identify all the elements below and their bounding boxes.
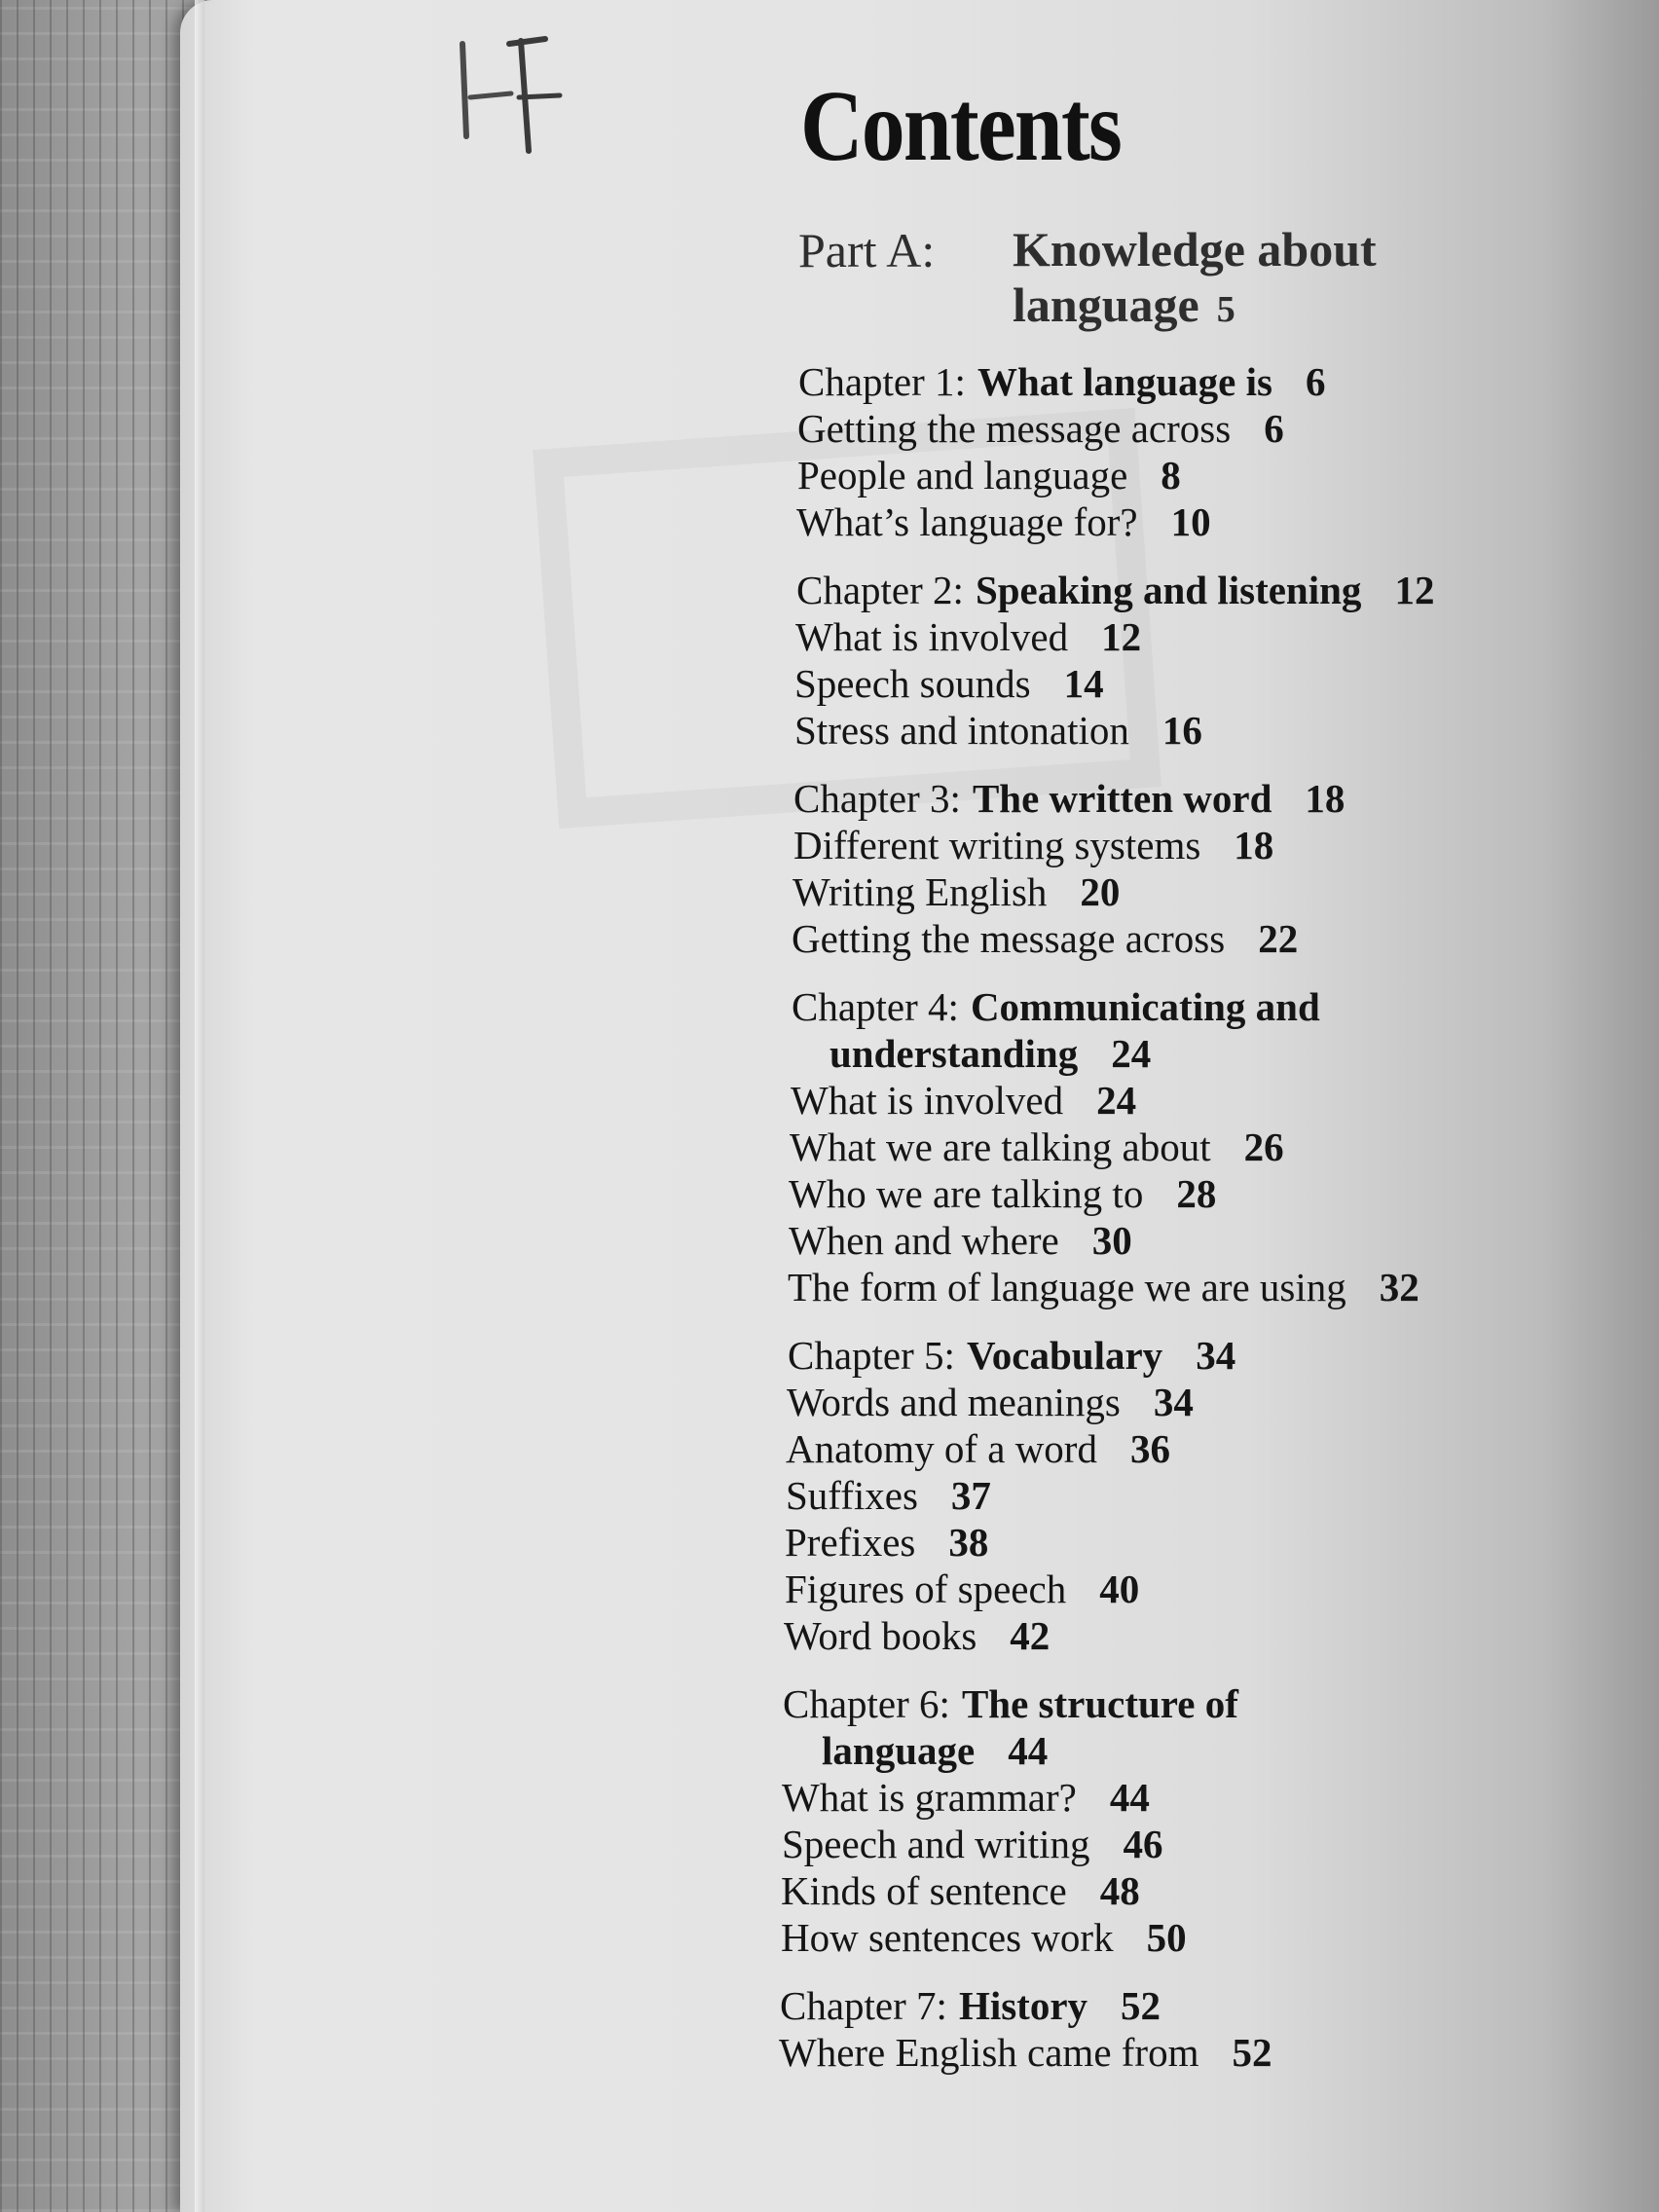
page-edge bbox=[195, 0, 204, 2212]
part-label: Part A: bbox=[798, 223, 936, 277]
section-page-number: 32 bbox=[1379, 1265, 1419, 1309]
section-entry bbox=[787, 1379, 1194, 1425]
section-title: What is involved bbox=[795, 614, 1069, 659]
section-title: Getting the message across bbox=[792, 916, 1226, 961]
section-page-number: 30 bbox=[1091, 1218, 1132, 1263]
section-page-number: 14 bbox=[1063, 661, 1104, 706]
part-page-number: 5 bbox=[1216, 289, 1235, 330]
chapter-heading bbox=[788, 1332, 1235, 1379]
chapter-page-number: 34 bbox=[1196, 1333, 1236, 1378]
chapter-label: Chapter 4: bbox=[792, 984, 959, 1029]
chapter-title: Speaking and listening bbox=[975, 568, 1362, 612]
section-entry bbox=[789, 1217, 1132, 1264]
section-title: Kinds of sentence bbox=[781, 1868, 1067, 1913]
section-entry bbox=[794, 660, 1104, 707]
chapter-label: Chapter 6: bbox=[783, 1681, 950, 1726]
section-entry bbox=[781, 1914, 1187, 1961]
section-entry bbox=[793, 868, 1120, 915]
chapter-page-number: 6 bbox=[1305, 359, 1326, 404]
chapter-label: Chapter 3: bbox=[793, 776, 961, 821]
section-title: Words and meanings bbox=[787, 1380, 1121, 1424]
chapter-heading bbox=[783, 1680, 1238, 1727]
part-heading bbox=[798, 222, 1377, 332]
section-title: Prefixes bbox=[785, 1520, 916, 1565]
section-page-number: 22 bbox=[1258, 916, 1299, 961]
section-entry bbox=[793, 822, 1273, 868]
section-page-number: 20 bbox=[1080, 869, 1121, 914]
section-title: Getting the message across bbox=[797, 406, 1232, 451]
section-title: How sentences work bbox=[781, 1915, 1114, 1960]
section-page-number: 46 bbox=[1123, 1822, 1163, 1866]
section-entry bbox=[797, 405, 1284, 452]
section-entry bbox=[785, 1519, 988, 1566]
section-title: Speech and writing bbox=[782, 1822, 1090, 1866]
chapter-label: Chapter 5: bbox=[788, 1333, 955, 1378]
section-entry bbox=[786, 1472, 991, 1519]
chapter-heading bbox=[798, 358, 1325, 405]
section-page-number: 34 bbox=[1153, 1380, 1194, 1424]
section-title: Different writing systems bbox=[793, 823, 1201, 867]
section-title: Word books bbox=[784, 1613, 977, 1658]
section-title: Where English came from bbox=[779, 2030, 1199, 2075]
chapter-title-continued bbox=[830, 1030, 1151, 1077]
chapter-label: Chapter 7: bbox=[780, 1983, 947, 2028]
section-page-number: 8 bbox=[1161, 453, 1181, 498]
section-page-number: 37 bbox=[950, 1473, 991, 1518]
chapter-title: Vocabulary bbox=[966, 1333, 1163, 1378]
section-title: Writing English bbox=[793, 869, 1048, 914]
section-title: What is grammar? bbox=[782, 1775, 1077, 1820]
chapter-page-number: 52 bbox=[1121, 1983, 1161, 2028]
chapter-title-continued bbox=[822, 1727, 1048, 1774]
chapter-title: What language is bbox=[977, 359, 1272, 404]
chapter-heading bbox=[792, 983, 1320, 1030]
table-of-contents bbox=[779, 0, 1655, 2212]
part-title-text: language bbox=[1013, 277, 1199, 332]
handwritten-mark bbox=[443, 29, 599, 166]
chapter-page-number: 44 bbox=[1008, 1728, 1049, 1773]
chapter-heading bbox=[793, 775, 1345, 822]
section-entry bbox=[790, 1124, 1284, 1170]
section-entry bbox=[789, 1170, 1216, 1217]
section-page-number: 12 bbox=[1101, 614, 1142, 659]
chapter-page-number: 24 bbox=[1111, 1031, 1152, 1076]
section-title: Figures of speech bbox=[785, 1567, 1067, 1611]
section-page-number: 26 bbox=[1243, 1124, 1284, 1169]
section-title: Anatomy of a word bbox=[786, 1426, 1097, 1471]
section-entry bbox=[794, 707, 1202, 754]
section-entry bbox=[792, 915, 1298, 962]
chapter-heading bbox=[796, 567, 1434, 613]
section-entry bbox=[782, 1774, 1150, 1821]
chapter-title-text: language bbox=[822, 1728, 976, 1773]
section-page-number: 10 bbox=[1170, 499, 1211, 544]
section-title: Suffixes bbox=[786, 1473, 918, 1518]
page-title: Contents bbox=[800, 70, 1122, 182]
chapter-title: The structure of bbox=[961, 1681, 1238, 1726]
section-page-number: 6 bbox=[1264, 406, 1284, 451]
chapter-page-number: 18 bbox=[1305, 776, 1346, 821]
section-title: What is involved bbox=[791, 1078, 1064, 1123]
chapter-heading bbox=[780, 1982, 1161, 2029]
section-entry bbox=[781, 1867, 1140, 1914]
section-entry bbox=[796, 498, 1211, 545]
section-page-number: 48 bbox=[1099, 1868, 1140, 1913]
section-page-number: 40 bbox=[1099, 1567, 1140, 1611]
section-page-number: 52 bbox=[1232, 2030, 1272, 2075]
section-title: Speech sounds bbox=[794, 661, 1031, 706]
section-entry bbox=[788, 1264, 1419, 1310]
section-page-number: 36 bbox=[1129, 1426, 1170, 1471]
section-title: Stress and intonation bbox=[794, 708, 1129, 753]
chapter-title: History bbox=[958, 1983, 1088, 2028]
chapter-label: Chapter 1: bbox=[798, 359, 966, 404]
chapter-page-number: 12 bbox=[1394, 568, 1435, 612]
section-entry bbox=[785, 1566, 1139, 1612]
section-entry bbox=[779, 2029, 1272, 2076]
section-page-number: 38 bbox=[948, 1520, 989, 1565]
chapter-title: The written word bbox=[972, 776, 1272, 821]
section-page-number: 50 bbox=[1146, 1915, 1187, 1960]
section-page-number: 28 bbox=[1176, 1171, 1217, 1216]
section-entry bbox=[784, 1612, 1050, 1659]
section-page-number: 44 bbox=[1109, 1775, 1150, 1820]
section-entry bbox=[797, 452, 1181, 498]
section-title: When and where bbox=[789, 1218, 1059, 1263]
part-title-line2 bbox=[1013, 276, 1235, 333]
section-title: People and language bbox=[797, 453, 1128, 498]
section-title: The form of language we are using bbox=[788, 1265, 1346, 1309]
section-entry bbox=[791, 1077, 1136, 1124]
chapter-label: Chapter 2: bbox=[796, 568, 964, 612]
chapter-title: Communicating and bbox=[970, 984, 1320, 1029]
part-title-line1: Knowledge about bbox=[1013, 222, 1377, 276]
section-page-number: 24 bbox=[1096, 1078, 1137, 1123]
section-title: What we are talking about bbox=[790, 1124, 1211, 1169]
section-entry bbox=[786, 1425, 1170, 1472]
section-page-number: 42 bbox=[1010, 1613, 1051, 1658]
section-entry bbox=[795, 613, 1141, 660]
section-page-number: 16 bbox=[1161, 708, 1202, 753]
section-entry bbox=[782, 1821, 1163, 1867]
section-title: Who we are talking to bbox=[789, 1171, 1144, 1216]
section-title: What’s language for? bbox=[796, 499, 1138, 544]
chapter-title-text: understanding bbox=[830, 1031, 1079, 1076]
section-page-number: 18 bbox=[1234, 823, 1274, 867]
